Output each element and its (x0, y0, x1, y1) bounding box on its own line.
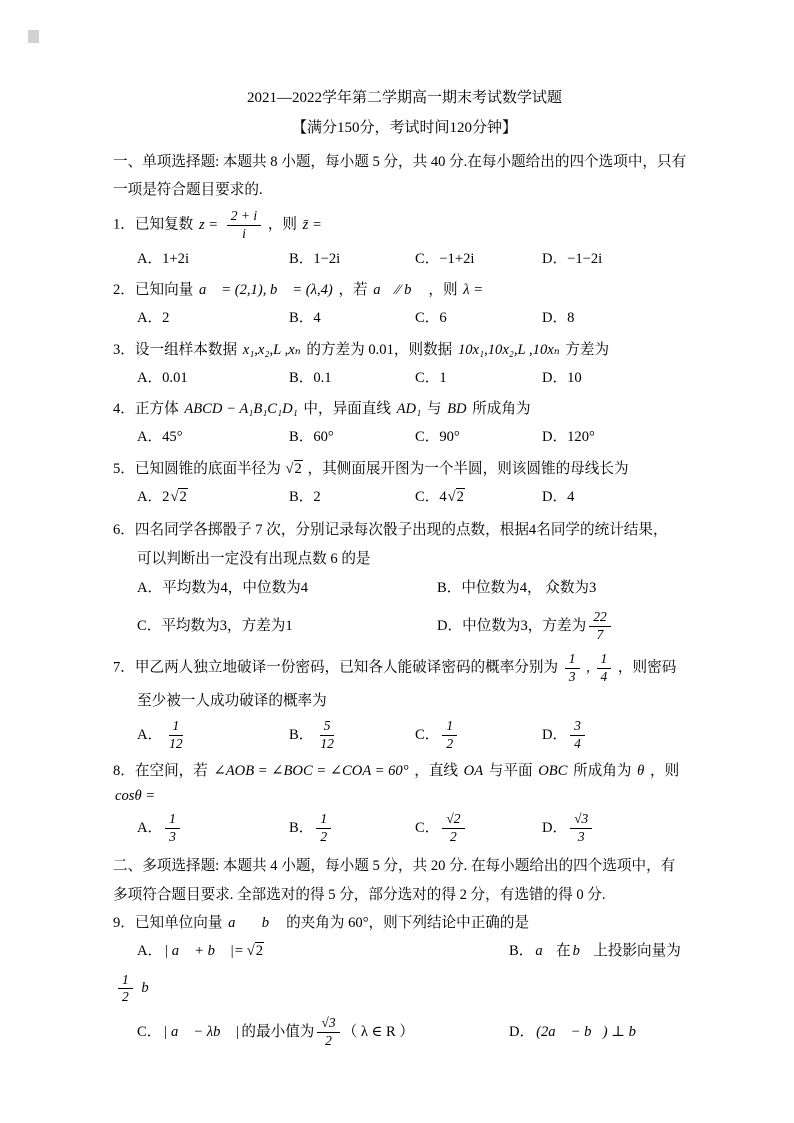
q4-line-ad1: AD₁ (396, 401, 422, 418)
question-1-options (137, 246, 696, 274)
sqrt-expression (447, 484, 466, 512)
option-d: D．120° (542, 429, 595, 446)
option-d: D．8 (542, 310, 575, 327)
section1-header-line2: 一项是符合题目要求的. (113, 182, 263, 199)
option-c-expression: | a⃗ − λb⃗ | (163, 1023, 240, 1040)
q2-text-mid: ，若 (338, 282, 368, 299)
option-c-label: C． (415, 726, 440, 743)
fraction-denominator: 4 (600, 668, 608, 684)
question-8-options (137, 810, 696, 847)
option-d: D．4 (542, 488, 575, 505)
scan-artifact (28, 30, 39, 43)
q8-plane-obc: OBC (538, 762, 568, 779)
option-d: D．10 (542, 369, 582, 386)
fraction (317, 1015, 339, 1050)
question-3-stem (113, 338, 696, 363)
q9-text-post: 的夹角为 60°，则下列结论中正确的是 (286, 915, 530, 932)
fraction-denominator: i (242, 225, 246, 241)
q9-text: 9．已知单位向量 (113, 915, 223, 932)
option-c-text: C．4 (415, 488, 447, 505)
vector-b: b⃗ (141, 980, 161, 997)
fraction-denominator: 3 (577, 829, 585, 845)
q1-z-equals: z = (198, 216, 219, 233)
q4-cube: ABCD − A₁B₁C₁D₁ (184, 401, 298, 418)
fraction-numerator: √2 (442, 811, 464, 829)
option-b: B．中位数为4， 众数为3 (437, 580, 597, 597)
option-b (289, 717, 415, 754)
option-c (415, 810, 542, 847)
q2-text-post: ，则 (428, 282, 458, 299)
fraction-numerator: 1 (169, 718, 184, 736)
sqrt-expression (169, 484, 188, 512)
option-b-label: B． (289, 726, 314, 743)
option-b (509, 938, 696, 966)
question-7-stem-line2: 至少被一人成功破译的概率为 (137, 692, 327, 709)
question-7-options (137, 717, 696, 754)
question-9-options-row1 (137, 938, 696, 966)
q4-text-mid: 中，异面直线 (303, 401, 391, 418)
q5-text-post: ，其侧面展开图为一个半圆，则该圆锥的母线长为 (307, 460, 629, 477)
sqrt-expression (285, 461, 304, 477)
fraction (570, 718, 585, 753)
option-a-expression: | a⃗ + b⃗ |= (164, 942, 244, 959)
fraction-denominator: 12 (169, 735, 183, 751)
q8-cos-theta: cosθ = (115, 787, 156, 804)
option-a: A．45° (137, 429, 183, 446)
option-c (415, 484, 542, 512)
fraction-numerator: 2 + i (227, 208, 261, 226)
q3-text: 3．设一组样本数据 (113, 341, 238, 358)
q7-text-post: ，则密码 (617, 659, 677, 676)
option-c-condition: （ λ ∈ R ） (342, 1023, 414, 1040)
option-d-label: D． (509, 1023, 535, 1040)
fraction (118, 972, 133, 1007)
q8-theta: θ (637, 762, 645, 779)
option-a-label: A． (137, 726, 163, 743)
q9-unit-vectors: a⃗ ，b⃗ (228, 915, 281, 932)
option-a (137, 938, 509, 966)
q3-text-mid: 的方差为 0.01，则数据 (306, 341, 453, 358)
radical-sign: √ (170, 488, 179, 505)
q4-text: 4．正方体 (113, 401, 179, 418)
section2-header-line1: 二、多项选择题: 本题共 4 小题，每小题 5 分，共 20 分. 在每小题给出的四个选项中，有 (113, 858, 676, 875)
q4-text-mid2: 与 (426, 401, 442, 418)
q1-zbar-equals: z̄ = (302, 216, 322, 233)
fraction-denominator: 4 (574, 735, 581, 751)
fraction (565, 651, 580, 686)
q7-comma: , (586, 659, 590, 676)
question-4-options (137, 424, 696, 452)
option-a-label: A． (137, 942, 163, 959)
radicand: 2 (255, 942, 264, 959)
fraction-numerator: 1 (316, 811, 331, 829)
q1-text: 1．已知复数 (113, 216, 194, 233)
fraction-denominator: 2 (122, 989, 129, 1005)
q8-text-mid2: 与平面 (488, 762, 533, 779)
q3-sample-data: x₁,x₂,L ,xₙ (242, 341, 301, 358)
option-b: B．4 (289, 310, 321, 327)
fraction-numerator: 5 (320, 718, 335, 736)
fraction-numerator: 22 (589, 609, 611, 627)
option-a: A．平均数为4，中位数为4 (137, 580, 309, 597)
option-c: C．平均数为3，方差为1 (137, 617, 293, 634)
fraction (589, 609, 611, 644)
option-c: C．−1+2i (415, 250, 475, 267)
fraction-denominator: 2 (446, 735, 454, 751)
question-9-options-row2 (137, 1014, 696, 1051)
question-7-stem-line1 (113, 650, 696, 687)
q8-text: 8．在空间，若 (113, 762, 208, 779)
option-c: C．1 (415, 369, 447, 386)
option-b: B．60° (289, 429, 334, 446)
radicand: 2 (456, 488, 464, 505)
q4-line-bd: BD (447, 401, 467, 418)
q4-text-post: 所成角为 (472, 401, 531, 418)
fraction (442, 811, 464, 846)
q5-text: 5．已知圆锥的底面半径为 (113, 460, 281, 477)
option-b (289, 810, 415, 847)
q2-parallel: a⃗ ∕∕ b⃗ (373, 282, 423, 299)
option-b-vector-a: a⃗ (535, 942, 554, 959)
fraction-denominator: 2 (320, 829, 328, 845)
page-title: 2021—2022学年第二学期高一期末考试数学试题 (246, 90, 562, 106)
q3-scaled-data: 10x₁,10x₂,L ,10xₙ (457, 341, 560, 358)
option-d (437, 608, 696, 645)
fraction-numerator: 3 (570, 718, 585, 736)
fraction-numerator: √3 (317, 1015, 339, 1033)
fraction-numerator: 1 (597, 651, 612, 669)
fraction (316, 811, 331, 846)
question-8-stem (113, 759, 696, 809)
fraction (570, 811, 592, 846)
radical-sign: √ (246, 942, 255, 959)
option-c: C．6 (415, 310, 447, 327)
option-d-text: D．中位数为3，方差为 (437, 617, 587, 634)
fraction-denominator: 7 (596, 626, 604, 642)
option-c: C．90° (415, 429, 460, 446)
section1-header-line1: 一、单项选择题: 本题共 8 小题，每小题 5 分，共 40 分.在每小题给出的四个选项中，只有 (113, 154, 687, 170)
option-b: B．0.1 (289, 369, 332, 386)
fraction-denominator: 2 (325, 1033, 332, 1049)
question-6-options-row2 (137, 608, 696, 645)
option-c (415, 717, 542, 754)
question-9-stem (113, 911, 696, 936)
radical-sign: √ (285, 460, 294, 477)
option-b-label: B． (289, 819, 314, 836)
option-c-label: C． (137, 1023, 162, 1040)
option-a (137, 810, 289, 847)
exam-info: 【满分150分，考试时间120分钟】 (291, 120, 517, 136)
q2-text: 2．已知向量 (113, 282, 194, 299)
fraction (165, 811, 180, 846)
option-d (542, 810, 696, 847)
fraction-denominator: 12 (320, 735, 334, 751)
q8-line-oa: OA (463, 762, 484, 779)
section2-header-line2: 多项符合题目要求. 全部选对的得 5 分，部分选对的得 2 分，有选错的得 0 分. (113, 886, 606, 903)
option-c-text: 的最小值为 (241, 1023, 315, 1040)
q8-angles: ∠AOB = ∠BOC = ∠COA = 60° (213, 762, 409, 779)
option-a: A．0.01 (137, 369, 188, 386)
question-2-stem (113, 278, 696, 303)
option-d-label: D． (542, 726, 568, 743)
option-b-label: B． (509, 942, 534, 959)
radical-sign: √ (447, 488, 456, 505)
q2-vectors: a⃗ = (2,1), b⃗ = (λ,4) (198, 282, 333, 299)
question-6-options-row1 (137, 575, 696, 603)
fraction-numerator: 1 (442, 718, 457, 736)
q7-text: 7．甲乙两人独立地破译一份密码，已知各人能破译密码的概率分别为 (113, 659, 559, 676)
fraction (597, 651, 612, 686)
option-a-text: A．2 (137, 488, 170, 505)
fraction-numerator: 1 (165, 811, 180, 829)
fraction-numerator: √3 (570, 811, 592, 829)
radicand: 2 (179, 488, 187, 505)
question-1-stem (113, 207, 696, 244)
question-5-options (137, 484, 696, 512)
option-d: D．−1−2i (542, 250, 603, 267)
sqrt-expression (246, 938, 265, 966)
question-4-stem (113, 397, 696, 422)
fraction-denominator: 3 (568, 668, 576, 684)
radicand: 2 (294, 460, 302, 477)
fraction-numerator: 1 (565, 651, 580, 669)
option-a: A．1+2i (137, 250, 190, 267)
option-d-expression: (2a⃗ − b⃗) ⊥ b⃗ (536, 1023, 648, 1040)
option-d (542, 717, 696, 754)
fraction-numerator: 1 (118, 972, 133, 990)
option-b: B．2 (289, 488, 321, 505)
question-3-options (137, 365, 696, 393)
q1-text-mid: ，则 (267, 216, 298, 233)
question-6-stem-line2: 可以判断出一定没有出现点数 6 的是 (137, 550, 371, 567)
fraction-denominator: 2 (450, 829, 457, 845)
option-a-label: A． (137, 819, 163, 836)
option-c-label: C． (415, 819, 440, 836)
question-5-stem (113, 457, 696, 482)
fraction (316, 718, 338, 753)
option-a (137, 484, 289, 512)
fraction (165, 718, 187, 753)
q8-text-post2: ，则 (649, 762, 680, 779)
option-c (137, 1014, 509, 1051)
question-2-options (137, 305, 696, 333)
q8-text-post: 所成角为 (573, 762, 632, 779)
question-9-option-b-continued (115, 971, 696, 1008)
option-b-vector-b: b⃗ (572, 942, 592, 959)
q2-lambda-equals: λ = (463, 282, 484, 299)
option-d (509, 1019, 696, 1047)
option-a: A．2 (137, 310, 170, 327)
question-6-stem-line1: 6．四名同学各掷骰子 7 次，分别记录每次骰子出现的点数，根据4名同学的统计结果， (113, 522, 668, 539)
option-b-text: 在 (555, 942, 571, 959)
fraction-denominator: 3 (169, 829, 176, 845)
fraction (442, 718, 457, 753)
q8-text-mid: ，直线 (414, 762, 459, 779)
fraction (227, 208, 261, 243)
option-b: B．1−2i (289, 250, 341, 267)
option-b-text2: 上投影向量为 (593, 942, 681, 959)
q3-text-post: 方差为 (565, 341, 610, 358)
option-a (137, 717, 289, 754)
option-d-label: D． (542, 819, 568, 836)
